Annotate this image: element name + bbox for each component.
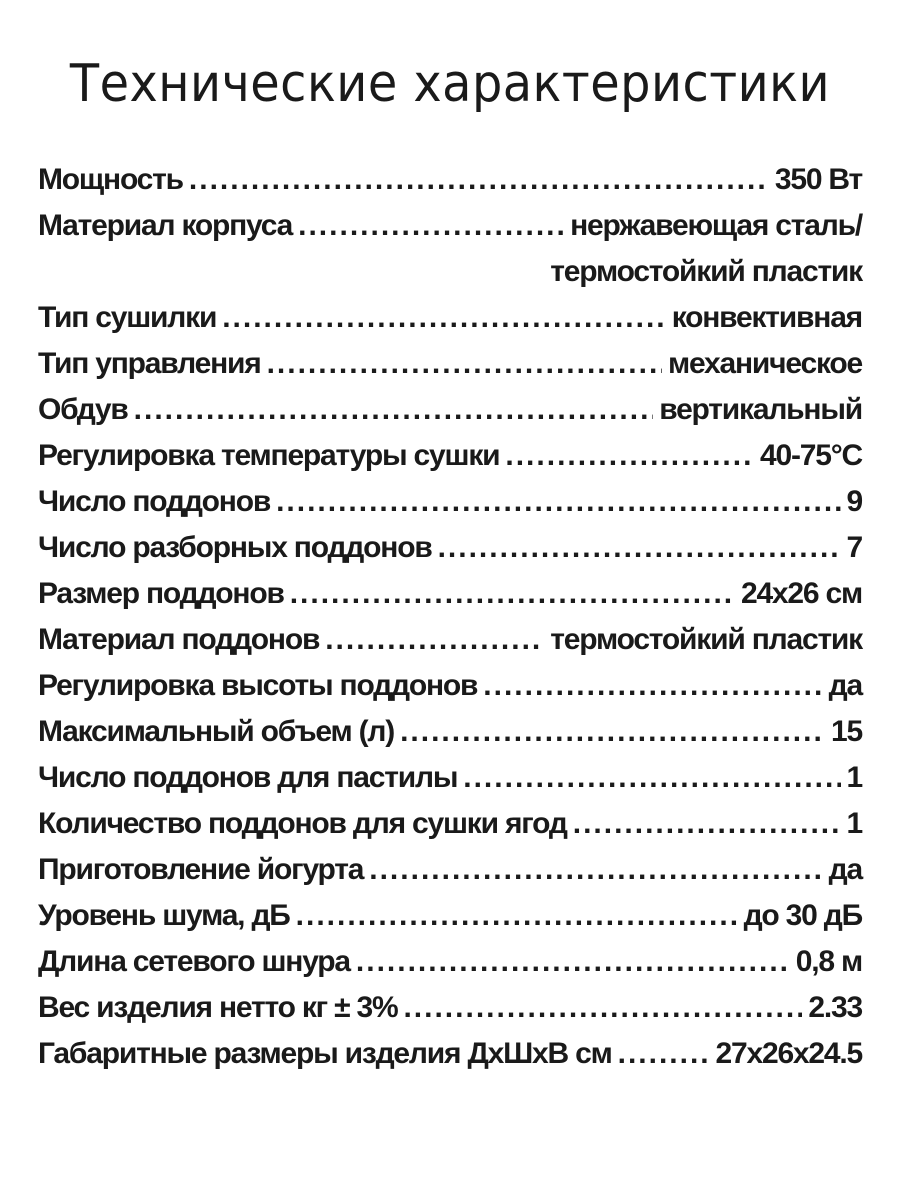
spec-row-airflow [38,387,862,433]
spec-label: Мощность [38,163,183,196]
spec-label: Приготовление йогурта [38,853,364,886]
spec-label: Количество поддонов для сушки ягод [38,807,567,840]
spec-value: термостойкий пластик [550,255,862,288]
leader-dots [369,847,822,893]
spec-value: механическое [667,347,862,380]
leader-dots [189,157,769,203]
spec-value: 40-75°С [760,439,862,472]
leader-dots [222,295,665,341]
spec-row-tray-size [38,571,862,617]
spec-label: Габаритные размеры изделия ДхШхВ см [38,1037,612,1070]
leader-dots [573,801,841,847]
leader-dots [403,985,802,1031]
spec-row-noise-level [38,893,862,939]
spec-value: вертикальный [659,393,862,426]
spec-value: 24х26 см [740,577,862,610]
spec-value: 27х26х24.5 [715,1037,862,1070]
spec-row-yogurt [38,847,862,893]
spec-label: Уровень шума, дБ [38,899,290,932]
spec-value: 0,8 м [795,945,862,978]
spec-label: Тип сушилки [38,301,217,334]
leader-dots [290,571,735,617]
spec-row-cord-length [38,939,862,985]
leader-dots [325,617,544,663]
spec-value: да [828,853,862,886]
spec-value: да [828,669,862,702]
spec-row-body-material [38,203,862,249]
leader-dots [505,433,754,479]
spec-row-dryer-type [38,295,862,341]
leader-dots [438,525,841,571]
spec-row-pastila-trays [38,755,862,801]
spec-value: конвективная [671,301,862,334]
spec-row-control-type [38,341,862,387]
leader-dots [296,893,738,939]
spec-row-tray-height-adjust [38,663,862,709]
spec-label: Обдув [38,393,128,426]
spec-row-berry-trays [38,801,862,847]
leader-dots [276,479,840,525]
spec-label: Максимальный объем (л) [38,715,395,748]
leader-dots [400,709,825,755]
spec-value: 1 [846,761,862,794]
spec-value: 2.33 [808,991,862,1024]
leader-dots [483,663,822,709]
spec-row-tray-count [38,479,862,525]
spec-row-collapsible-trays [38,525,862,571]
spec-label: Регулировка высоты поддонов [38,669,478,702]
spec-row-body-material-continued [38,249,862,295]
spec-label: Число поддонов для пастилы [38,761,458,794]
spec-label: Длина сетевого шнура [38,945,350,978]
spec-value: нержавеющая сталь/ [570,209,862,242]
spec-label: Материал корпуса [38,209,293,242]
spec-row-temperature [38,433,862,479]
spec-label: Число поддонов [38,485,271,518]
spec-row-net-weight [38,985,862,1031]
spec-value: 9 [846,485,862,518]
spec-value: 350 Вт [774,163,862,196]
spec-row-power [38,157,862,203]
spec-row-tray-material [38,617,862,663]
spec-value: до 30 дБ [743,899,862,932]
spec-label: Материал поддонов [38,623,320,656]
spec-value: термостойкий пластик [550,623,862,656]
leader-dots [298,203,564,249]
spec-label: Число разборных поддонов [38,531,432,564]
leader-dots [267,341,662,387]
spec-value: 15 [831,715,862,748]
spec-label: Регулировка температуры сушки [38,439,500,472]
spec-label: Вес изделия нетто кг ± 3% [38,991,398,1024]
leader-dots [134,387,654,433]
spec-row-dimensions [38,1031,862,1077]
spec-label: Тип управления [38,347,261,380]
spec-list [38,157,862,1077]
leader-dots [356,939,790,985]
page-title: Технические характеристики [69,54,831,114]
spec-row-max-volume [38,709,862,755]
spec-label: Размер поддонов [38,577,284,610]
spec-value: 7 [846,531,862,564]
leader-dots [618,1031,710,1077]
spec-value: 1 [846,807,862,840]
leader-dots [463,755,840,801]
